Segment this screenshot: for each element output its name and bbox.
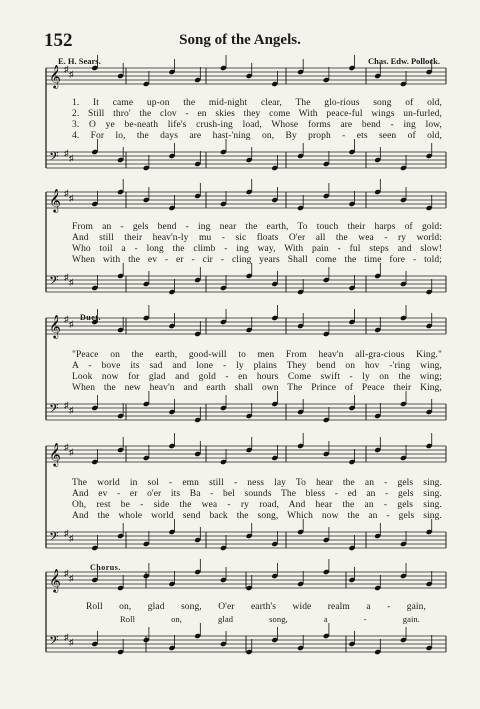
sharp-icon: ♯: [69, 193, 74, 203]
bass-clef-icon: 𝄢: [49, 401, 59, 419]
bass-clef-icon: 𝄢: [49, 149, 59, 167]
composer-credit: Chas. Edw. Pollock.: [367, 56, 440, 66]
system-2-verse-4: When with the ev - er - cir - cling years Shall come the time fore - told;: [72, 255, 442, 265]
duet-label: Duet.: [80, 313, 101, 322]
system-1-verse-4: 4. For lo, the days are hast-'ning on, By proph - ets seen of old,: [72, 131, 442, 141]
system-1-verse-2: 2. Still thro' the clov - en skies they come With peace-ful wings un-furled,: [72, 109, 442, 119]
chorus-line-2: Roll on, glad song, a - gain.: [120, 614, 420, 624]
system-3-verse-1: "Peace on the earth, good-will to men From heav'n all-gra-cious King.": [72, 350, 442, 360]
system-3-verse-4: When the new heav'n and earth shall own The Prince of Peace their King,: [72, 383, 442, 393]
system-3-verse-3: Look now for glad and gold - en hours Come swift - ly on the wing;: [72, 372, 442, 382]
sharp-icon: ♯: [69, 405, 74, 415]
lyricist-credit: E. H. Sears.: [58, 56, 101, 66]
system-2-verse-2: And still their heav'n-ly mu - sic floats O'er all the wea - ry world:: [72, 233, 442, 243]
treble-clef-icon: 𝄞: [49, 64, 61, 88]
system-2-verse-1: From an - gels bend - ing near the earth, To touch their harps of gold:: [72, 222, 442, 232]
sharp-icon: ♯: [69, 153, 74, 163]
system-4-verse-3: Oh, rest be - side the wea - ry road, And hear the an - gels sing.: [72, 500, 442, 510]
treble-clef-icon: 𝄞: [49, 188, 61, 212]
sharp-icon: ♯: [64, 314, 69, 324]
treble-clef-icon: 𝄞: [49, 568, 61, 592]
system-1-verse-3: 3. O ye be-neath life's crush-ing load, Whose forms are bend - ing low,: [72, 120, 442, 130]
sharp-icon: ♯: [69, 69, 74, 79]
song-title: Song of the Angels.: [179, 32, 301, 48]
sharp-icon: ♯: [64, 64, 69, 74]
treble-clef-icon: 𝄞: [49, 314, 61, 338]
system-4-verse-4: And the whole world send back the song, Which now the an - gels sing.: [72, 511, 442, 521]
sharp-icon: ♯: [64, 188, 69, 198]
page-number: 152: [44, 30, 73, 51]
bass-clef-icon: 𝄢: [49, 529, 59, 547]
sharp-icon: ♯: [69, 637, 74, 647]
system-1-verse-1: 1. It came up-on the mid-night clear, The glo-rious song of old,: [72, 98, 442, 108]
treble-clef-icon: 𝄞: [49, 442, 61, 466]
sharp-icon: ♯: [69, 573, 74, 583]
sharp-icon: ♯: [64, 148, 69, 158]
sharp-icon: ♯: [69, 533, 74, 543]
sharp-icon: ♯: [64, 568, 69, 578]
sharp-icon: ♯: [69, 319, 74, 329]
bass-clef-icon: 𝄢: [49, 273, 59, 291]
sharp-icon: ♯: [64, 528, 69, 538]
sharp-icon: ♯: [64, 400, 69, 410]
sharp-icon: ♯: [64, 442, 69, 452]
sharp-icon: ♯: [64, 272, 69, 282]
chorus-line-1: Roll on, glad song, O'er earth's wide realm a - gain,: [86, 602, 426, 612]
sharp-icon: ♯: [64, 632, 69, 642]
system-2-verse-3: Who toil a - long the climb - ing way, With pain - ful steps and slow!: [72, 244, 442, 254]
sharp-icon: ♯: [69, 447, 74, 457]
chorus-label: Chorus.: [90, 563, 121, 572]
system-3-verse-2: A - bove its sad and lone - ly plains They bend on hov -'ring wing,: [72, 361, 442, 371]
system-4-verse-1: The world in sol - emn still - ness lay To hear the an - gels sing.: [72, 478, 442, 488]
sharp-icon: ♯: [69, 277, 74, 287]
bass-clef-icon: 𝄢: [49, 633, 59, 651]
system-4-verse-2: And ev - er o'er its Ba - bel sounds The bless - ed an - gels sing.: [72, 489, 442, 499]
